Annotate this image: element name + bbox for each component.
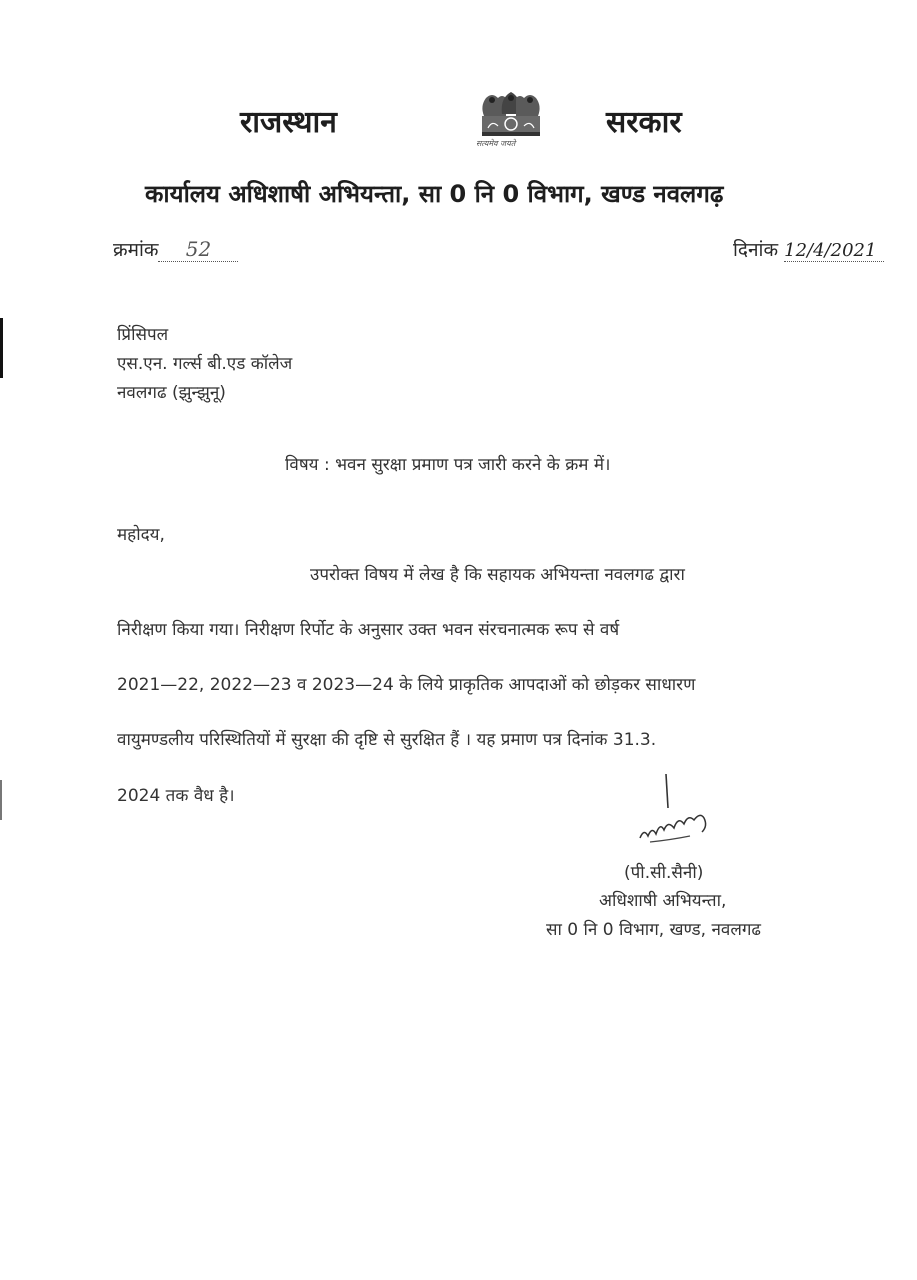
body-line-3: 2021—22, 2022—23 व 2023—24 के लिये प्राकृतिक आपदाओं को छोड़कर साधारण	[117, 675, 696, 695]
recipient-line-2: एस.एन. गर्ल्स बी.एड कॉलेज	[117, 354, 293, 374]
signatory-designation: अधिशाषी अभियन्ता,	[599, 891, 727, 911]
body-line-4: वायुमण्डलीय परिस्थितियों में सुरक्षा की दृष्टि से सुरक्षित हैं । यह प्रमाण पत्र दिनांक 31.3.	[117, 730, 657, 750]
scan-edge-mark	[0, 780, 2, 820]
emblem-motto: सत्यमेव जयते	[476, 139, 516, 148]
reference-number	[113, 236, 238, 262]
header-government: सरकार	[606, 105, 682, 140]
body-line-5: 2024 तक वैध है।	[117, 786, 235, 806]
body-line-2: निरीक्षण किया गया। निरीक्षण रिर्पोट के अनुसार उक्त भवन संरचनात्मक रूप से वर्ष	[117, 620, 620, 640]
reference-number-value: 52	[158, 237, 238, 262]
signatory-office: सा 0 नि 0 विभाग, खण्ड, नवलगढ	[546, 920, 762, 940]
date-value: 12/4/2021	[784, 240, 884, 262]
office-title: कार्यालय अधिशाषी अभियन्ता, सा 0 नि 0 विभाग, खण्ड नवलगढ़	[145, 180, 724, 208]
recipient-line-3: नवलगढ (झुन्झुनू)	[117, 383, 226, 403]
subject-line: विषय : भवन सुरक्षा प्रमाण पत्र जारी करने के क्रम में।	[285, 455, 611, 475]
salutation: महोदय,	[117, 525, 165, 545]
recipient-line-1: प्रिंसिपल	[117, 325, 169, 345]
reference-date	[733, 236, 884, 262]
signature-icon	[630, 770, 730, 860]
date-label: दिनांक	[733, 239, 779, 261]
body-line-1: उपरोक्त विषय में लेख है कि सहायक अभियन्ता नवलगढ द्वारा	[310, 565, 685, 585]
state-emblem	[472, 88, 550, 150]
header-state: राजस्थान	[240, 105, 337, 140]
scan-edge-mark	[0, 318, 3, 378]
reference-number-label: क्रमांक	[113, 239, 159, 261]
signatory-name: (पी.सी.सैनी)	[624, 863, 704, 883]
handwritten-signature	[630, 770, 730, 860]
